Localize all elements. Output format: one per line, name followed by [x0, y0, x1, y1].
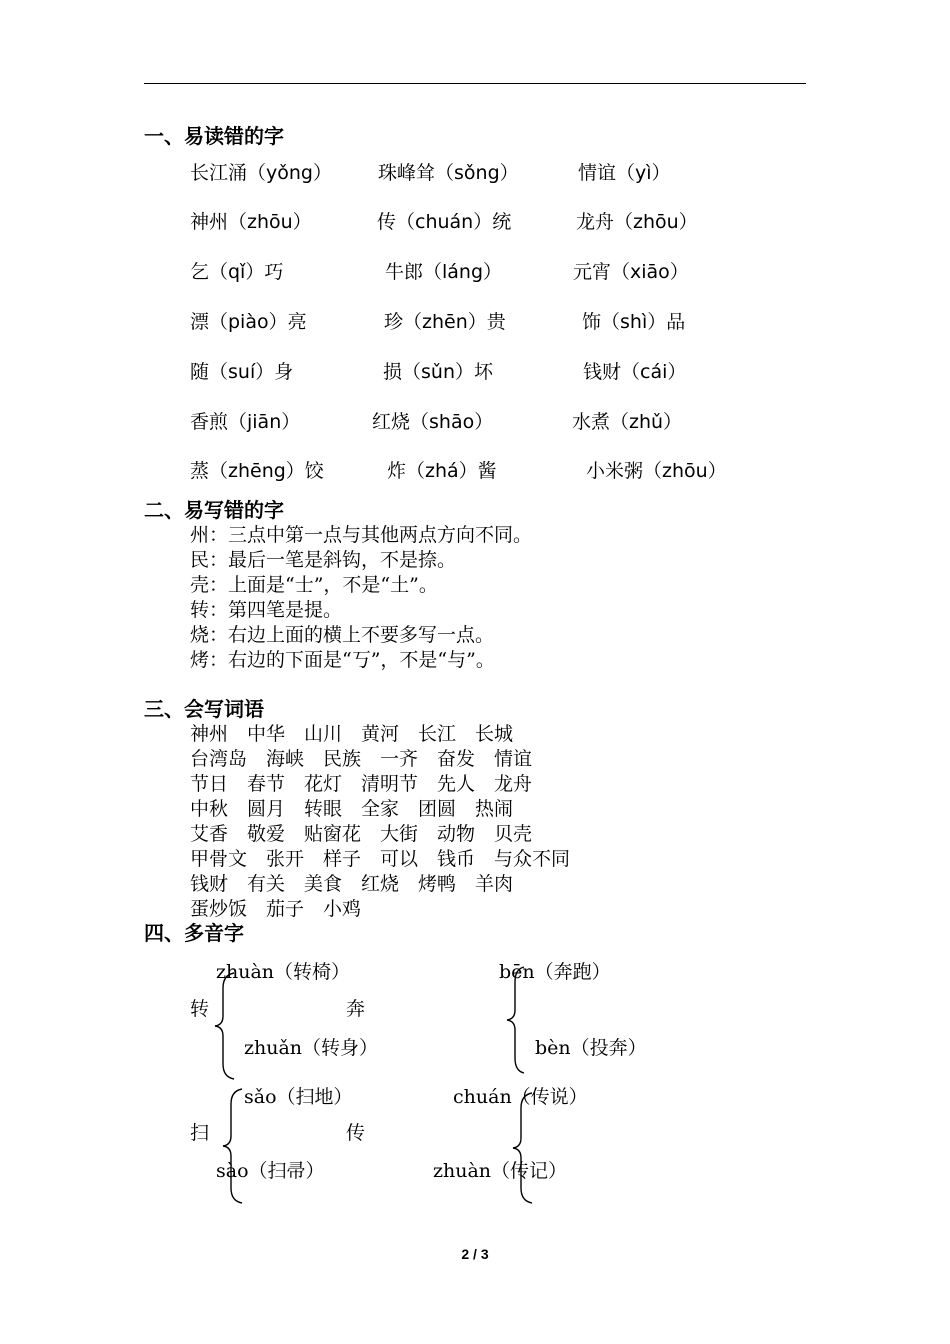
polyphone-reading: zhuàn（转椅） — [216, 961, 351, 983]
polyphone-char: 转 — [190, 998, 210, 1020]
writing-note: 州：三点中第一点与其他两点方向不同。 — [190, 524, 533, 546]
reading-item: 珍（zhēn）贵 — [384, 311, 506, 333]
word-list-line: 艾香 敬爱 贴窗花 大街 动物 贝壳 — [190, 823, 533, 845]
brace-icon — [510, 1092, 534, 1204]
word-list-line: 中秋 圆月 转眼 全家 团圆 热闹 — [190, 798, 514, 820]
reading-item: 漂（piào）亮 — [190, 311, 307, 333]
reading-item: 神州（zhōu） — [190, 211, 312, 233]
polyphone-reading: bèn（投奔） — [535, 1037, 647, 1059]
section1-heading: 一、易读错的字 — [144, 124, 284, 148]
brace-icon — [212, 972, 236, 1080]
reading-item: 蒸（zhēng）饺 — [190, 460, 324, 482]
word-list-line: 台湾岛 海峡 民族 一齐 奋发 情谊 — [190, 748, 533, 770]
writing-note: 壳：上面是“士”，不是“土”。 — [190, 574, 438, 596]
word-list-line: 钱财 有关 美食 红烧 烤鸭 羊肉 — [190, 873, 514, 895]
polyphone-reading: bēn（奔跑） — [499, 961, 611, 983]
reading-item: 随（suí）身 — [190, 361, 294, 383]
polyphone-reading: zhuǎn（转身） — [244, 1037, 379, 1059]
reading-item: 钱财（cái） — [583, 361, 687, 383]
polyphone-reading: sào（扫帚） — [216, 1160, 325, 1182]
brace-icon — [504, 966, 528, 1074]
reading-item: 香煎（jiān） — [190, 411, 301, 433]
reading-item: 珠峰耸（sǒng） — [378, 162, 519, 184]
reading-item: 红烧（shāo） — [372, 411, 494, 433]
polyphone-reading: sǎo（扫地） — [244, 1086, 353, 1108]
polyphone-char: 扫 — [190, 1122, 210, 1144]
polyphone-char: 传 — [346, 1122, 366, 1144]
polyphone-reading: chuán（传说） — [453, 1086, 588, 1108]
writing-note: 烤：右边的下面是“丂”，不是“与”。 — [190, 649, 495, 671]
reading-item: 牛郎（láng） — [385, 261, 503, 283]
section2-heading: 二、易写错的字 — [144, 498, 284, 522]
top-rule — [144, 83, 806, 84]
section4-heading: 四、多音字 — [144, 921, 244, 945]
word-list-line: 蛋炒饭 茄子 小鸡 — [190, 898, 362, 920]
reading-item: 炸（zhá）酱 — [387, 460, 497, 482]
writing-note: 民：最后一笔是斜钩，不是捺。 — [190, 549, 457, 571]
reading-item: 长江涌（yǒng） — [190, 162, 332, 184]
brace-icon — [220, 1088, 244, 1204]
reading-item: 饰（shì）品 — [582, 311, 686, 333]
reading-item: 元宵（xiāo） — [573, 261, 689, 283]
reading-item: 小米粥（zhōu） — [586, 460, 727, 482]
reading-item: 乞（qǐ）巧 — [190, 261, 284, 283]
word-list-line: 神州 中华 山川 黄河 长江 长城 — [190, 723, 514, 745]
section3-heading: 三、会写词语 — [144, 697, 264, 721]
word-list-line: 节日 春节 花灯 清明节 先人 龙舟 — [190, 773, 533, 795]
page-number: 2 / 3 — [461, 1246, 489, 1262]
reading-item: 损（sǔn）坏 — [383, 361, 493, 383]
reading-item: 情谊（yì） — [578, 162, 671, 184]
reading-item: 龙舟（zhōu） — [576, 211, 698, 233]
word-list-line: 甲骨文 张开 样子 可以 钱币 与众不同 — [190, 848, 571, 870]
writing-note: 转：第四笔是提。 — [190, 599, 343, 621]
polyphone-char: 奔 — [346, 998, 366, 1020]
writing-note: 烧：右边上面的横上不要多写一点。 — [190, 624, 495, 646]
polyphone-reading: zhuàn（传记） — [433, 1160, 568, 1182]
reading-item: 传（chuán）统 — [377, 211, 512, 233]
reading-item: 水煮（zhǔ） — [572, 411, 683, 433]
